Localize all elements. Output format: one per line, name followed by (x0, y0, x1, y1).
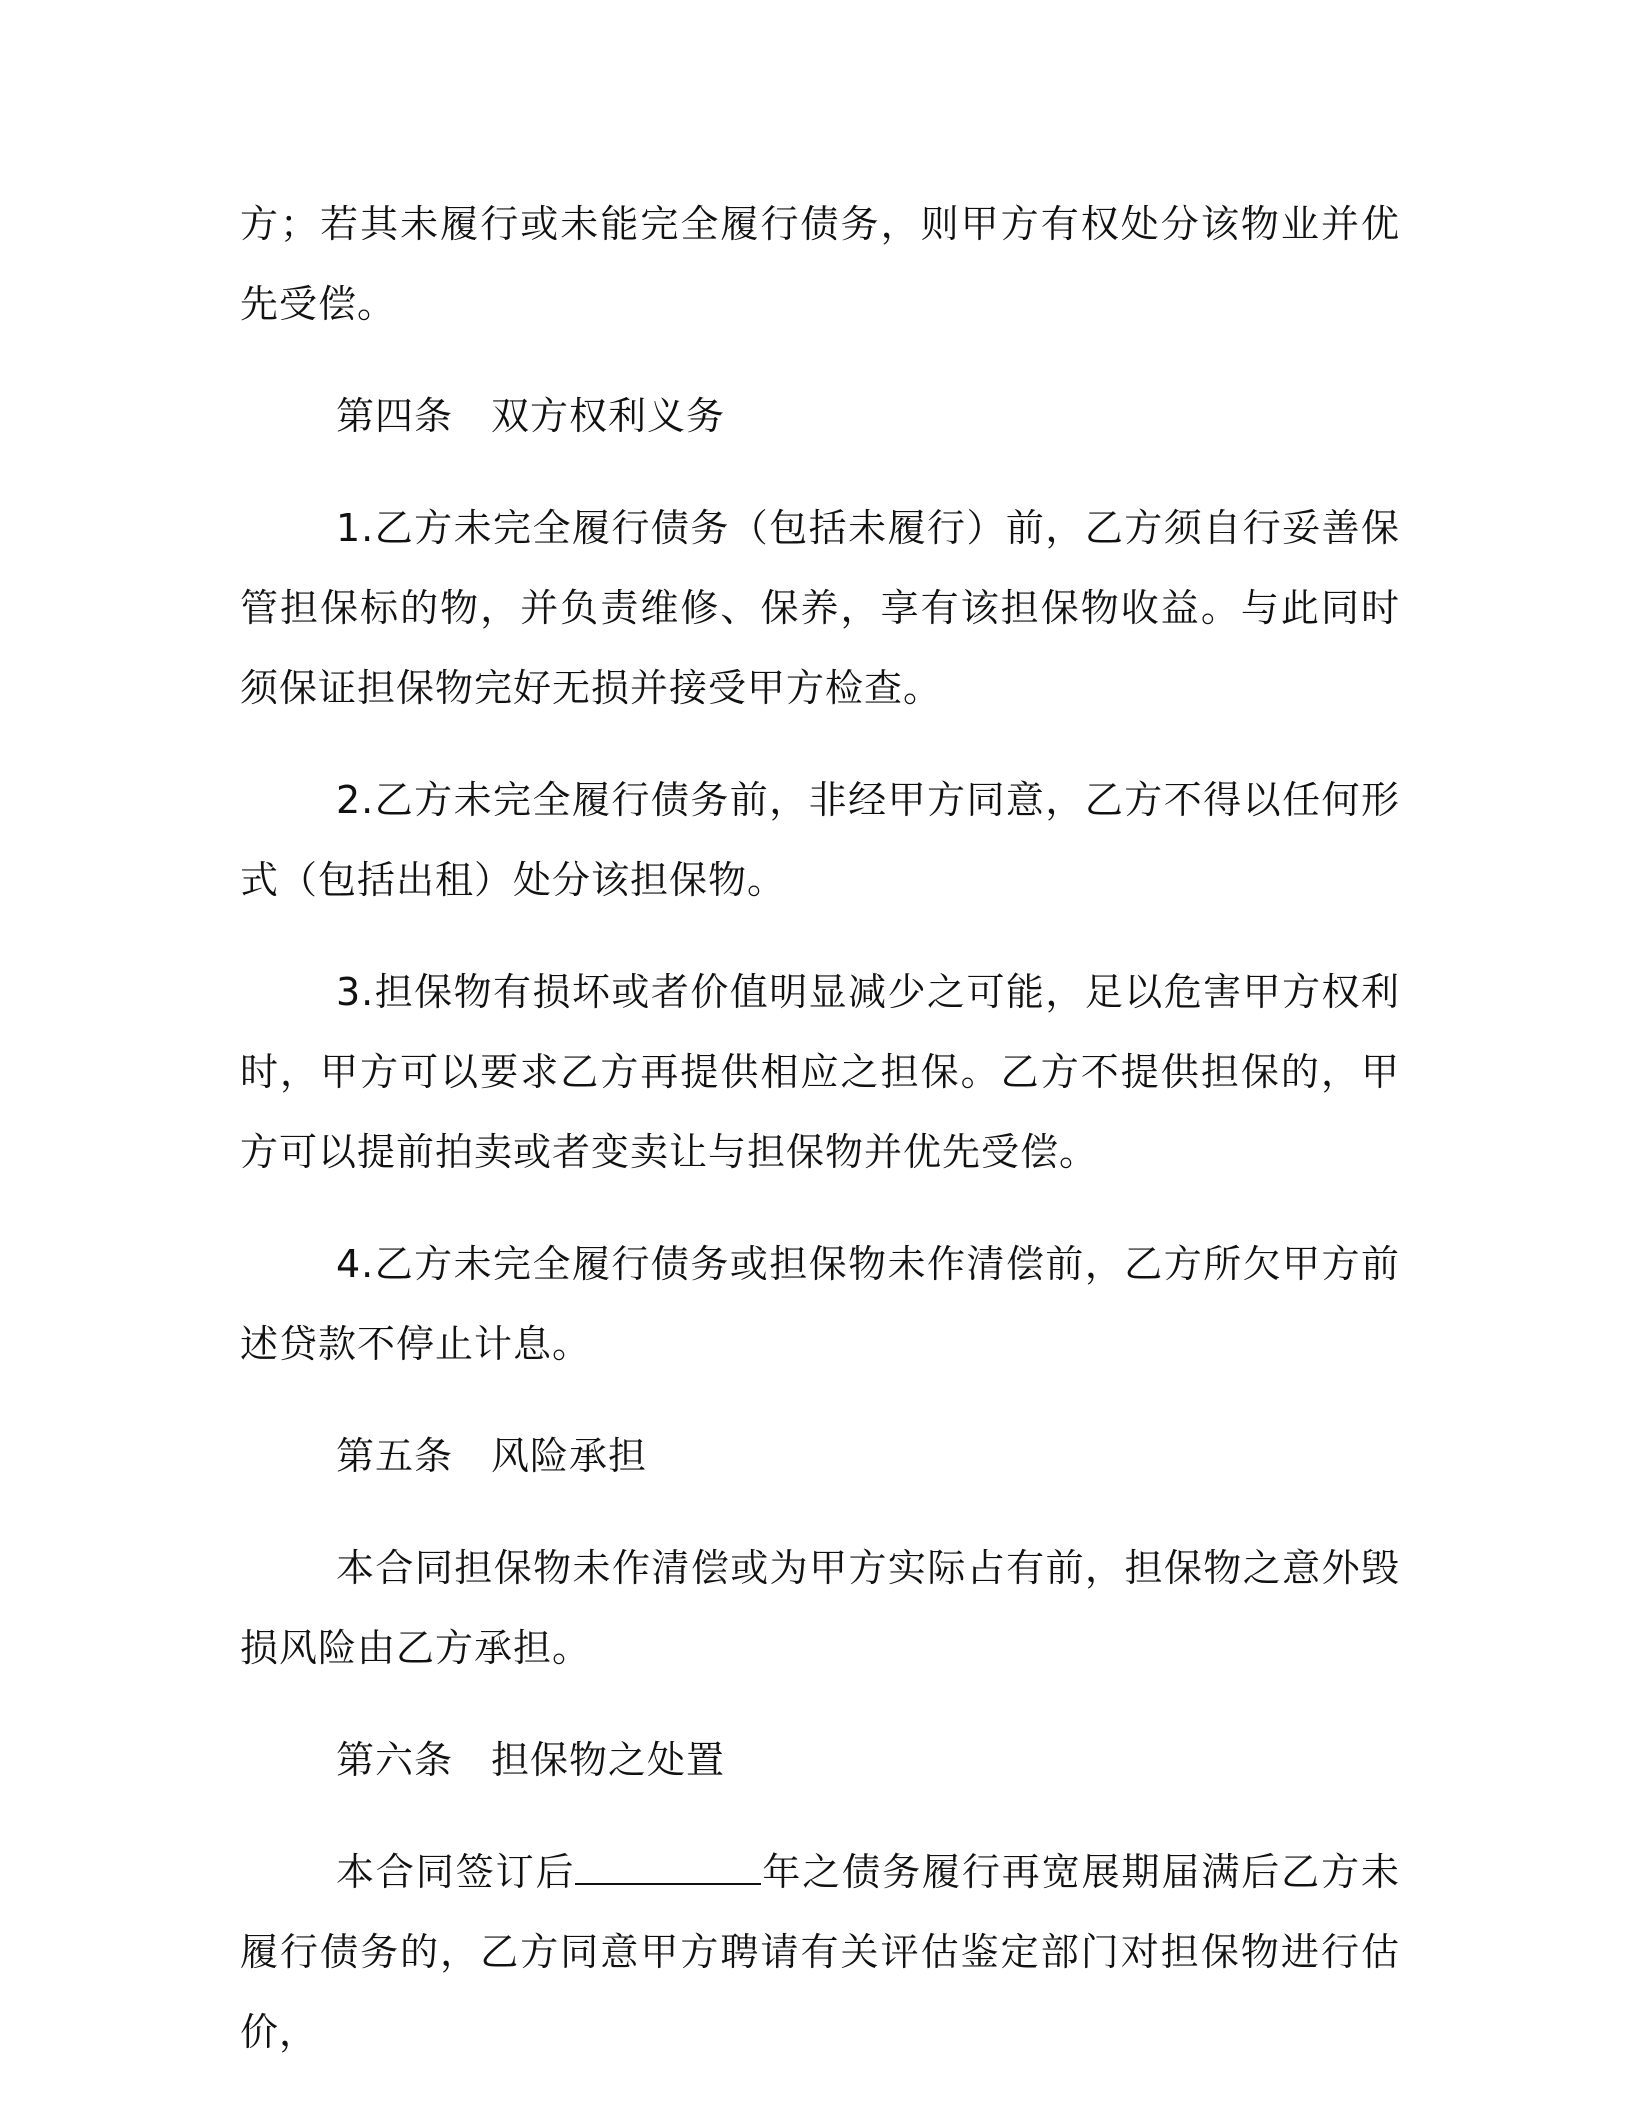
article-5-number: 第五条 (336, 1434, 454, 1478)
article-4-number: 第四条 (336, 394, 454, 438)
article-4-heading (240, 376, 1400, 456)
article-4-item-2: 2.乙方未完全履行债务前，非经甲方同意，乙方不得以任何形式（包括出租）处分该担保物。 (240, 778, 1400, 902)
article-5-body: 本合同担保物未作清偿或为甲方实际占有前，担保物之意外毁损风险由乙方承担。 (240, 1546, 1400, 1670)
article-4-item-1: 1.乙方未完全履行债务（包括未履行）前，乙方须自行妥善保管担保标的物，并负责维修、保养，享有该担保物收益。与此同时须保证担保物完好无损并接受甲方检查。 (240, 506, 1400, 710)
article-5-title: 风险承担 (491, 1434, 648, 1478)
article-4-item-3: 3.担保物有损坏或者价值明显减少之可能，足以危害甲方权利时，甲方可以要求乙方再提供相应之担保。乙方不提供担保的，甲方可以提前拍卖或者变卖让与担保物并优先受偿。 (240, 970, 1400, 1174)
article-6-heading (240, 1720, 1400, 1800)
article-6-body-rest: 年之债务履行再宽展期届满后乙方未履行债务的，乙方同意甲方聘请有关评估鉴定部门对担保物进行估价， (240, 1850, 1400, 2054)
article-6-body-start: 本合同签订后 (336, 1850, 576, 1894)
article-6-title: 担保物之处置 (491, 1738, 726, 1782)
paragraph-intro: 方；若其未履行或未能完全履行债务，则甲方有权处分该物业并优先受偿。 (240, 202, 1400, 326)
article-4-title: 双方权利义务 (491, 394, 726, 438)
article-4-item-4: 4.乙方未完全履行债务或担保物未作清偿前，乙方所欠甲方前述贷款不停止计息。 (240, 1242, 1400, 1366)
article-5-heading (240, 1416, 1400, 1496)
article-6-body (240, 1832, 1400, 2072)
article-6-number: 第六条 (336, 1738, 454, 1782)
year-blank-field (575, 1839, 761, 1885)
document-body (240, 184, 1400, 2104)
